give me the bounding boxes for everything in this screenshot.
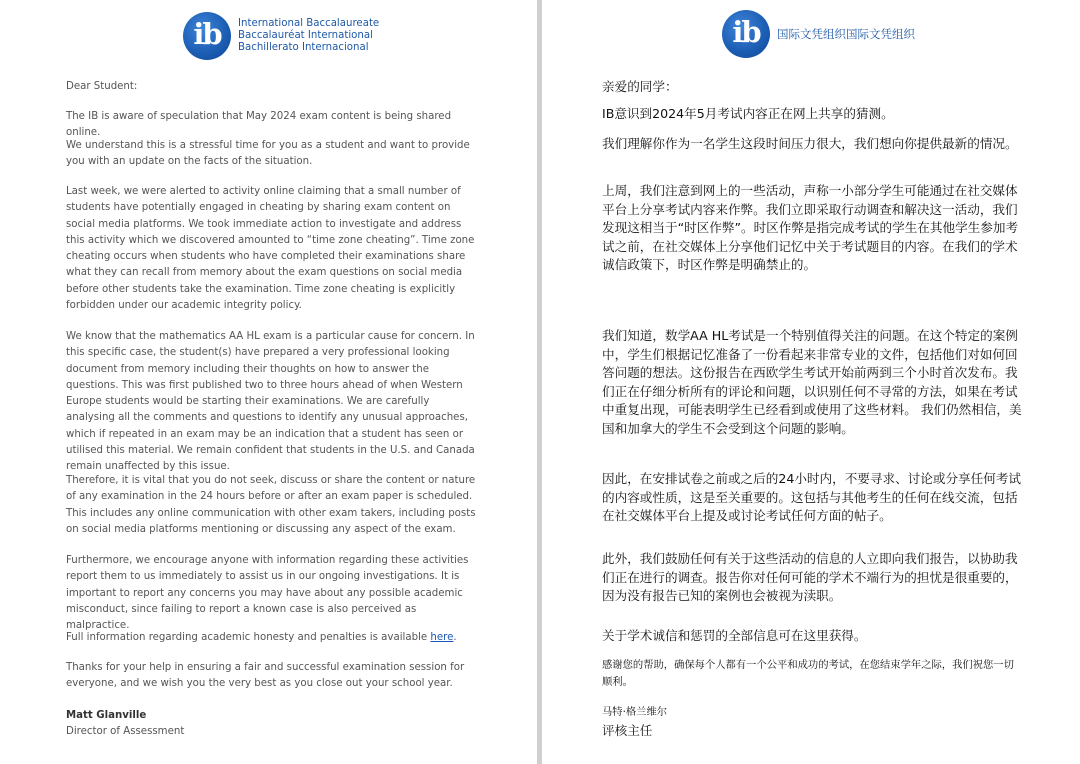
paragraph-5: Therefore, it is vital that you do not seek, discuss or share the content or nature of any examination in the 24 hours before or after an exam paper is scheduled. This includes any online communication with other exam takers, including posts on social media platforms mentioning or discussing any aspect of the exam. (66, 475, 476, 535)
signature-name: Matt Glanville (66, 710, 147, 721)
paragraph-8: Thanks for your help in ensuring a fair and successful examination session for everyone, and we wish you the very best as you close out your school year. (66, 662, 465, 690)
paragraph-6: 此外，我们鼓励任何有关于这些活动的信息的人立即向我们报告，以协助我们正在进行的调查。报告你对任何可能的学术不端行为的担忧是很重要的，因为没有报告已知的案例也会被视为渎职。 (602, 551, 1018, 603)
signature-name: 马特·格兰维尔 (602, 706, 668, 718)
logo-line-1: International Baccalaureate (238, 18, 380, 29)
ib-logo (722, 10, 917, 58)
logo-line-2: Baccalauréat International (238, 30, 373, 41)
signature-title: Director of Assessment (66, 726, 185, 737)
paragraph-4: 我们知道，数学AA HL考试是一个特别值得关注的问题。在这个特定的案例中，学生们根据记忆准备了一份看起来非常专业的文件，包括他们对如何回答问题的想法。这份报告在西欧学生考试开始前两到三个小时首次发布。我们正在仔细分析所有的评论和问题，以识别任何不寻常的方法，如果在考试中重复出现，可能表明学生已经看到或使用了这些材料。 我们仍然相信，美国和加拿大的学生不会受到这个问题的影响。 (602, 328, 1022, 436)
paragraph-7-end: . (453, 632, 457, 643)
here-link[interactable]: here (430, 632, 454, 643)
paragraph-2: 我们理解你作为一名学生这段时间压力很大，我们想向你提供最新的情况。 (602, 136, 1018, 151)
paragraph-4: We know that the mathematics AA HL exam is a particular cause for concern. In this specific case, the student(s) have prepared a very professional looking document from memory including their thoughts on how to answer the questions. This was first published two to three hours ahead of when Western Europe students would be starting their examinations. We are carefully analysing all the comments and questions to identify any unusual approaches, which if repeated in an exam may be an indication that a student has seen or utilised this material. We remain confident that students in the U.S. and Canada remain unaffected by this issue. (66, 331, 475, 473)
paragraph-6: Furthermore, we encourage anyone with information regarding these activities report them to us immediately to assist us in our ongoing investigations. It is important to report any concerns you may have about any possible academic misconduct, since failing to report a known case is also perceived as malpractice. (66, 555, 469, 632)
greeting: Dear Student: (66, 81, 138, 92)
ib-logo-mark: ib (183, 12, 231, 60)
paragraph-7 (66, 630, 476, 646)
paragraph-2: We understand this is a stressful time for you as a student and want to provide you with an update on the facts of the situation. (66, 140, 470, 168)
ib-logo-mark: ib (722, 10, 770, 58)
paragraph-1: IB意识到2024年5月考试内容正在网上共享的猜测。 (602, 106, 894, 121)
ib-logo (183, 12, 379, 60)
paragraph-7: 关于学术诚信和惩罚的全部信息可在这里获得。 (602, 628, 867, 643)
paragraph-8: 感谢您的帮助，确保每个人都有一个公平和成功的考试，在您结束学年之际，我们祝您一切顺利。 (602, 659, 1014, 688)
logo-line-3: Bachillerato Internacional (238, 42, 369, 53)
signature-title: 评核主任 (602, 723, 653, 738)
letter-page-chinese (542, 0, 1080, 764)
paragraph-3: Last week, we were alerted to activity online claiming that a small number of students have potentially engaged in cheating by sharing exam content on social media platforms. We took immediate action to investigate and address this activity which we discovered amounted to “time zone cheating”. Time zone cheating occurs when students who have completed their examinations share what they can recall from memory about the exam questions on social media before other students take the examination. Time zone cheating is explicitly forbidden under our academic integrity policy. (66, 186, 475, 312)
paragraph-5: 因此，在安排试卷之前或之后的24小时内，不要寻求、讨论或分享任何考试的内容或性质，这是至关重要的。这包括与其他考生的任何在线交流，包括在社交媒体平台上提及或讨论考试任何方面的帖子。 (602, 471, 1022, 523)
paragraph-7-text: Full information regarding academic honesty and penalties is available (66, 632, 431, 643)
letter-page-english (0, 0, 537, 764)
greeting: 亲爱的同学： (602, 79, 678, 94)
ib-logo-wordmark: 国际文凭组织国际文凭组织 (777, 27, 915, 41)
paragraph-1: The IB is aware of speculation that May 2024 exam content is being shared online. (66, 111, 452, 139)
paragraph-3: 上周，我们注意到网上的一些活动，声称一小部分学生可能通过在社交媒体平台上分享考试内容来作弊。我们立即采取行动调查和解决这一活动，我们发现这相当于“时区作弊”。时区作弊是指完成考试的学生在其他学生参加考试之前，在社交媒体上分享他们记忆中关于考试题目的内容。在我们的学术诚信政策下，时区作弊是明确禁止的。 (602, 183, 1019, 272)
ib-logo-wordmark (238, 18, 379, 54)
